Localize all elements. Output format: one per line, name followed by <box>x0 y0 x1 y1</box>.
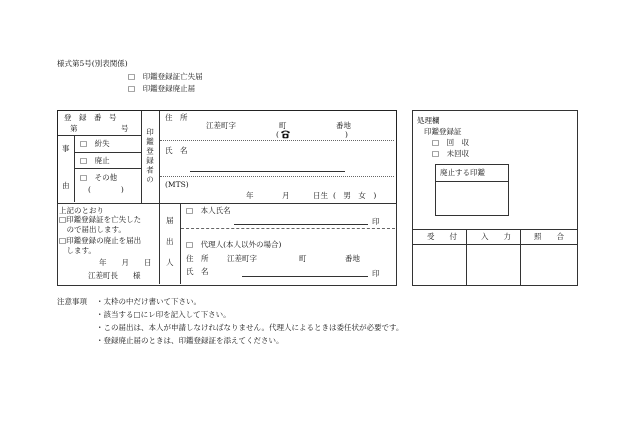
address-banchi: 番地 <box>336 121 351 130</box>
column-accept: 受 付 <box>427 232 457 241</box>
birth-era: (MTS) <box>165 180 189 189</box>
form-number: 様式第5号(別表関係) <box>57 59 128 68</box>
agent-seal-mark: 印 <box>372 269 380 278</box>
notifier-char-3: 人 <box>166 258 174 267</box>
statement-abolish-checkbox[interactable]: □印鑑登録の廃止を届出 <box>59 236 142 245</box>
note-item: ・この届出は、本人が申請しなければなりません。代理人によるときは委任状が必要です。 <box>96 323 404 332</box>
self-seal-mark: 印 <box>372 217 380 226</box>
notes-heading: 注意事項 <box>57 297 87 306</box>
reason-char-1: 事 <box>62 144 70 153</box>
reason-lost-checkbox[interactable]: □ 紛失 <box>80 139 110 148</box>
note-item: ・該当する□にレ印を記入して下さい。 <box>96 310 231 319</box>
agent-address-label: 住 所 <box>186 254 209 263</box>
telephone-icon <box>280 129 291 139</box>
certificate-label: 印鑑登録証 <box>424 127 462 136</box>
name-line[interactable] <box>190 171 345 172</box>
registration-number-label: 登 録 番 号 <box>64 113 117 122</box>
note-item: ・太枠の中だけ書いて下さい。 <box>96 297 201 306</box>
column-input: 入 力 <box>481 232 511 241</box>
address-label: 住 所 <box>165 113 188 122</box>
column-check: 照 合 <box>534 232 564 241</box>
agent-town: 江差町字 <box>227 254 257 263</box>
abolish-seal-label: 廃止する印鑑 <box>440 168 485 177</box>
statement-lost-checkbox[interactable]: □印鑑登録証を亡失した <box>59 215 142 224</box>
collected-checkbox[interactable]: □ 回 収 <box>432 138 470 147</box>
reason-char-2: 由 <box>62 181 70 190</box>
statement-line-3: ので届出します。 <box>59 225 126 234</box>
agent-checkbox[interactable]: □ 代理人(本人以外の場合) <box>186 240 282 249</box>
mayor-addressee: 江差町長 様 <box>88 271 141 280</box>
name-label: 氏 名 <box>165 146 188 155</box>
address-town: 江差町字 <box>206 121 236 130</box>
birth-month: 月 <box>282 191 290 200</box>
statement-line-1: 上記のとおり <box>59 206 104 215</box>
option-lost-notice[interactable]: □ 印鑑登録証亡失届 <box>128 72 203 81</box>
phone-paren-close: ) <box>345 130 348 139</box>
notifier-char-1: 届 <box>166 216 174 225</box>
statement-line-5: します。 <box>59 246 96 255</box>
agent-cho: 町 <box>299 254 307 263</box>
agent-name-label: 氏 名 <box>186 267 209 276</box>
agent-banchi: 番地 <box>345 254 360 263</box>
self-name-line[interactable] <box>234 224 368 225</box>
not-collected-checkbox[interactable]: □ 未回収 <box>432 149 470 158</box>
option-abolish-notice[interactable]: □ 印鑑登録廃止届 <box>128 84 196 93</box>
self-name-checkbox[interactable]: □ 本人氏名 <box>186 206 231 215</box>
registration-number-prefix: 第 <box>70 124 78 133</box>
agent-name-line[interactable] <box>242 276 368 277</box>
note-item: ・登録廃止届のときは、印鑑登録証を添えてください。 <box>96 336 284 345</box>
birth-day: 日生 <box>313 191 328 200</box>
reason-other-detail[interactable]: ( ) <box>88 185 124 194</box>
processing-title: 処理欄 <box>417 116 440 125</box>
date-line[interactable]: 年 月 日 <box>99 258 152 267</box>
registrant-label: 印鑑登録者の <box>145 128 155 185</box>
address-cho: 町 <box>279 121 287 130</box>
reason-damage-checkbox[interactable]: □ 廃止 <box>80 156 110 165</box>
reason-other-checkbox[interactable]: □ その他 <box>80 173 118 182</box>
phone-paren-open: ( <box>276 130 279 139</box>
registration-number-suffix: 号 <box>121 124 129 133</box>
gender-choice[interactable]: ( 男 女 ) <box>333 191 377 200</box>
birth-year: 年 <box>246 191 254 200</box>
notifier-char-2: 出 <box>166 237 174 246</box>
